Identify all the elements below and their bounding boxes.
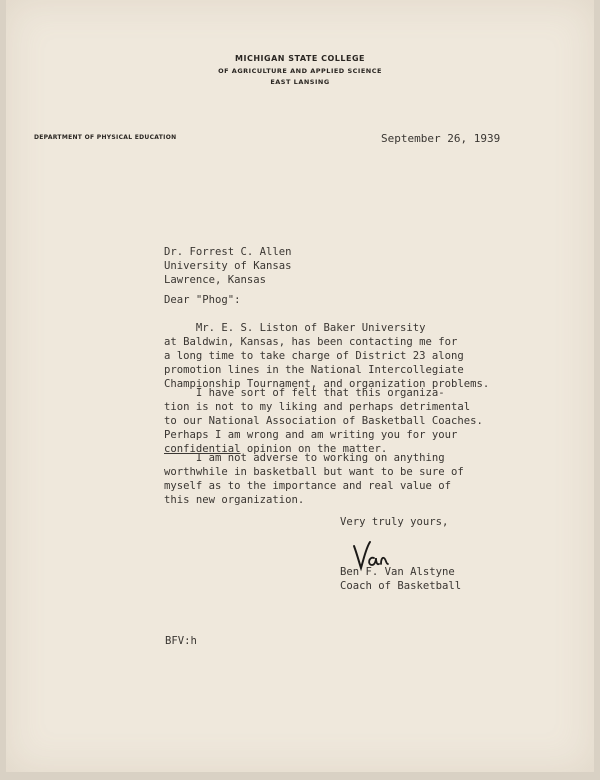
paragraph-line: Mr. E. S. Liston of Baker University [164, 322, 426, 334]
paragraph-1 [164, 321, 489, 391]
underlined-word: confidential [164, 443, 241, 455]
typist-initials: BFV:h [165, 635, 197, 647]
signer-name: Ben F. Van Alstyne [340, 566, 455, 578]
paragraph-line: worthwhile in basketball but want to be sure of [164, 466, 464, 478]
signer-title: Coach of Basketball [340, 580, 462, 592]
letter-date: September 26, 1939 [381, 132, 501, 145]
paragraph-line: to our National Association of Basketball Coaches. [164, 415, 483, 427]
paragraph-2 [164, 386, 483, 456]
paragraph-line: promotion lines in the National Intercollegiate [164, 364, 464, 376]
recipient-address [164, 245, 292, 287]
salutation: Dear "Phog": [164, 294, 241, 306]
recipient-name: Dr. Forrest C. Allen [164, 246, 292, 258]
closing: Very truly yours, [340, 516, 449, 528]
letterhead-subtitle: OF AGRICULTURE AND APPLIED SCIENCE [218, 67, 382, 75]
paragraph-line: a long time to take charge of District 23 along [164, 350, 464, 362]
department-label: DEPARTMENT OF PHYSICAL EDUCATION [34, 134, 177, 141]
recipient-city: Lawrence, Kansas [164, 274, 267, 286]
paragraph-line: myself as to the importance and real value of [164, 480, 452, 492]
recipient-institution: University of Kansas [164, 260, 292, 272]
letterhead-city: EAST LANSING [270, 78, 330, 86]
paragraph-line: at Baldwin, Kansas, has been contacting me for [164, 336, 458, 348]
paragraph-line: Perhaps I am wrong and am writing you for your [164, 429, 458, 441]
paragraph-line: I have sort of felt that this organiza- [164, 387, 445, 399]
letterhead-college: MICHIGAN STATE COLLEGE [235, 54, 365, 63]
paragraph-line: Championship Tournament, and organization problems. [164, 378, 490, 390]
paragraph-line: this new organization. [164, 494, 305, 506]
signature-block [340, 565, 461, 593]
paragraph-line: tion is not to my liking and perhaps detrimental [164, 401, 471, 413]
line-remainder: opinion on the matter. [240, 443, 388, 455]
paragraph-line: I am not adverse to working on anything [164, 452, 445, 464]
paragraph-3 [164, 451, 464, 507]
